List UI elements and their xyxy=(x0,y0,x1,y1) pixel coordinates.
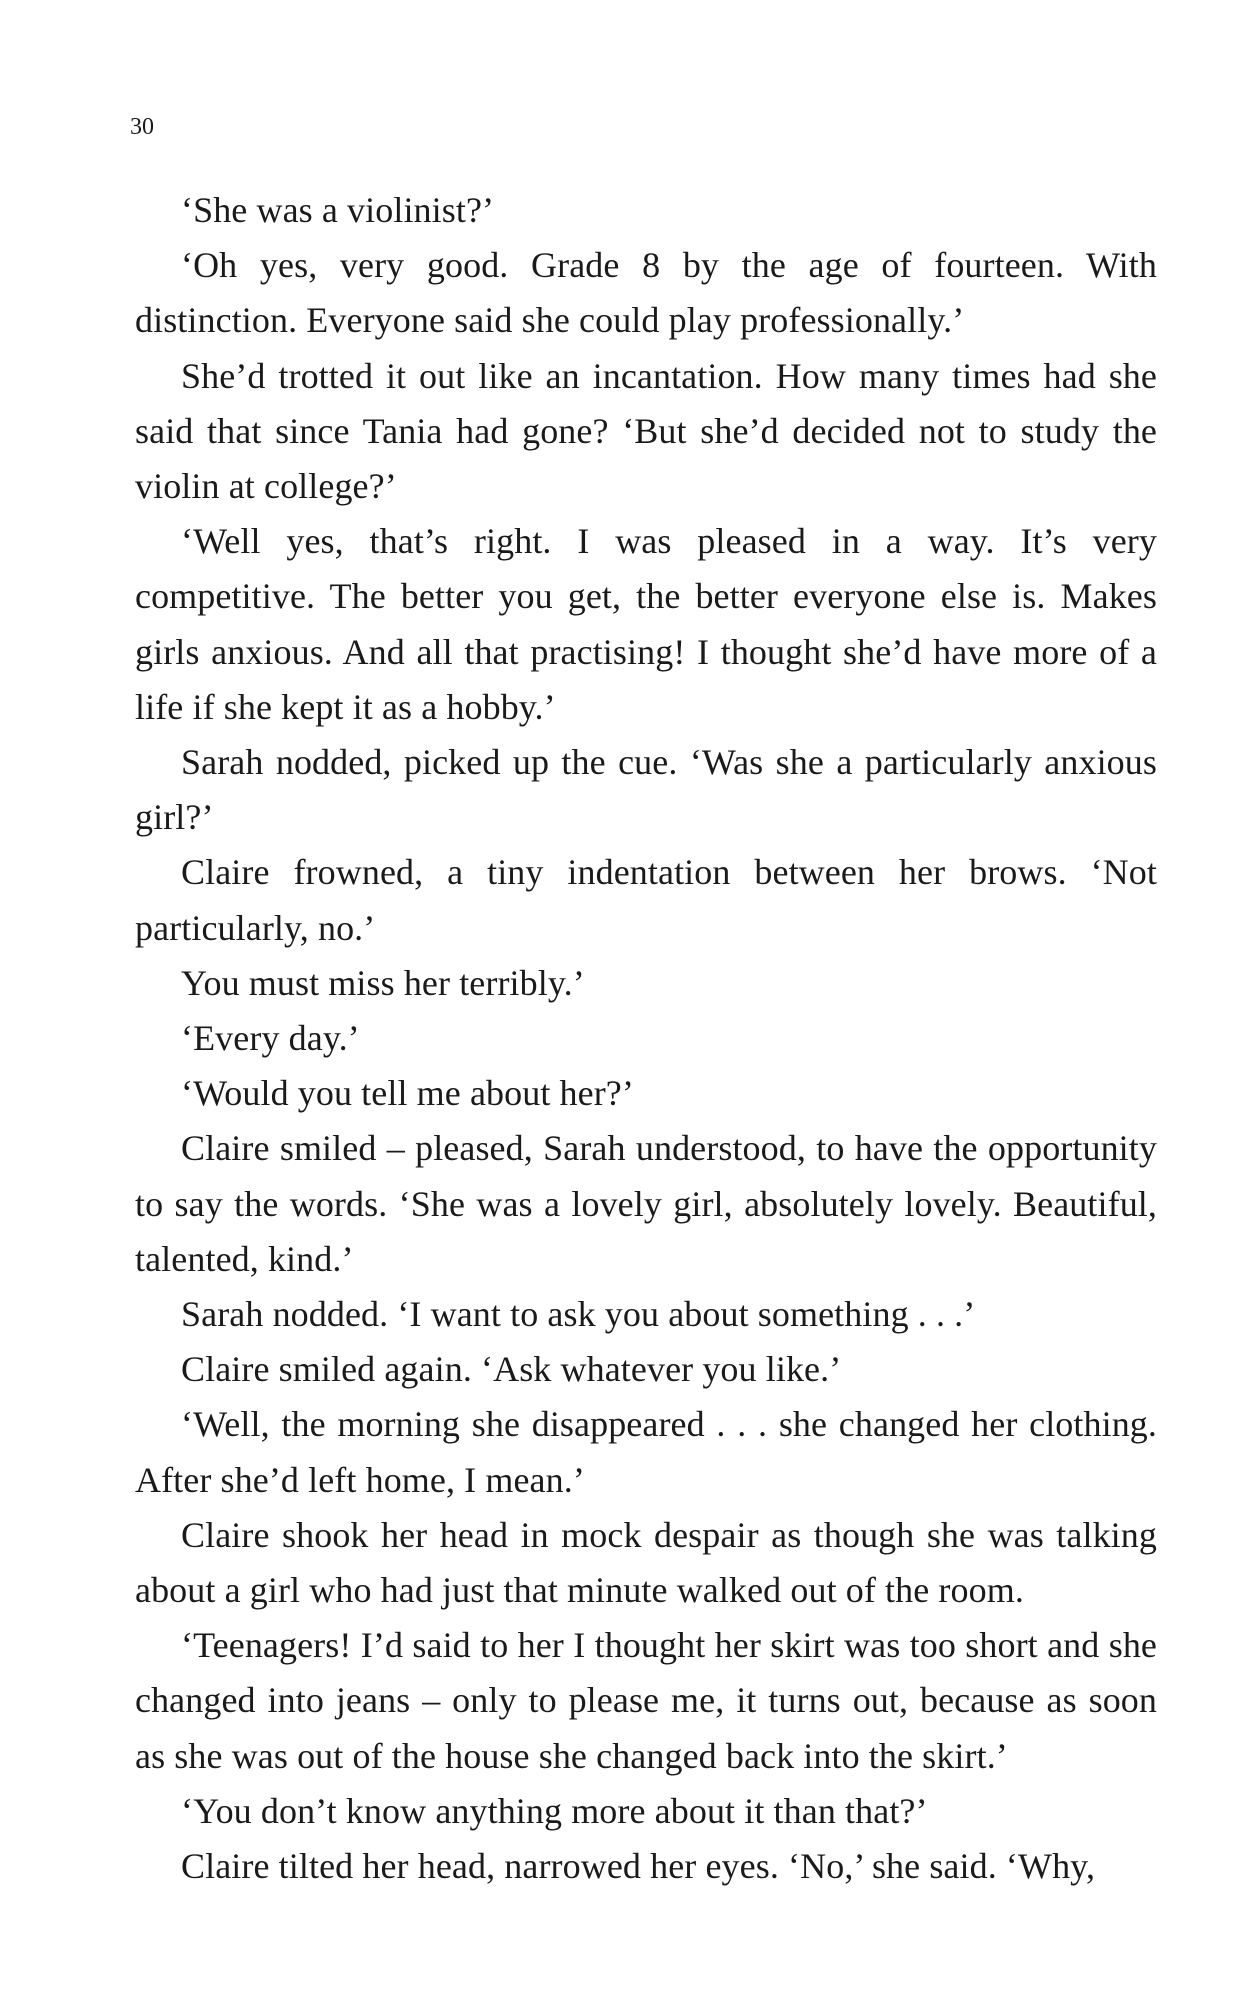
paragraph: ‘She was a violinist?’ xyxy=(181,190,495,230)
paragraph: You must miss her terribly.’ xyxy=(181,962,585,1003)
paragraph: ‘Well yes, that’s right. I was pleased in a way. It’s very competitive. The better you get, the better everyone else is. Makes girls anxious. And all that practising! I thought she’d have more of a life if she kept it as a hobby.’ xyxy=(135,521,1157,727)
body-text xyxy=(135,183,1157,1894)
page-number: 30 xyxy=(130,114,154,140)
paragraph: Sarah nodded. ‘I want to ask you about something . . .’ xyxy=(181,1294,976,1335)
paragraph: Claire smiled – pleased, Sarah understood, to have the opportunity to say the words. ‘She was a lovely girl, absolutely lovely. Beautiful, talented, kind.’ xyxy=(135,1128,1157,1279)
paragraph: ‘Oh yes, very good. Grade 8 by the age of fourteen. With distinction. Everyone said she could play professionally.’ xyxy=(135,245,1157,341)
paragraph: ‘Well, the morning she disappeared . . . she changed her clothing. After she’d left home, I mean.’ xyxy=(135,1404,1157,1500)
paragraph: Sarah nodded, picked up the cue. ‘Was she a particularly anxious girl?’ xyxy=(135,742,1157,838)
paragraph: ‘Every day.’ xyxy=(181,1018,360,1059)
paragraph: Claire tilted her head, narrowed her eyes. ‘No,’ she said. ‘Why, xyxy=(181,1846,1096,1887)
paragraph: ‘Teenagers! I’d said to her I thought her skirt was too short and she changed into jeans – only to please me, it turns out, because as soon as she was out of the house she changed back into the skirt.’ xyxy=(135,1625,1157,1776)
paragraph: ‘Would you tell me about her?’ xyxy=(181,1073,634,1114)
paragraph: She’d trotted it out like an incantation. How many times had she said that since Tania had gone? ‘But she’d decided not to study the violin at college?’ xyxy=(135,355,1157,507)
paragraph: Claire smiled again. ‘Ask whatever you like.’ xyxy=(181,1349,842,1390)
paragraph: Claire shook her head in mock despair as though she was talking about a girl who had just that minute walked out of the room. xyxy=(135,1514,1157,1611)
paragraph: ‘You don’t know anything more about it than that?’ xyxy=(181,1790,928,1831)
paragraph: Claire frowned, a tiny indentation between her brows. ‘Not particularly, no.’ xyxy=(135,852,1157,948)
